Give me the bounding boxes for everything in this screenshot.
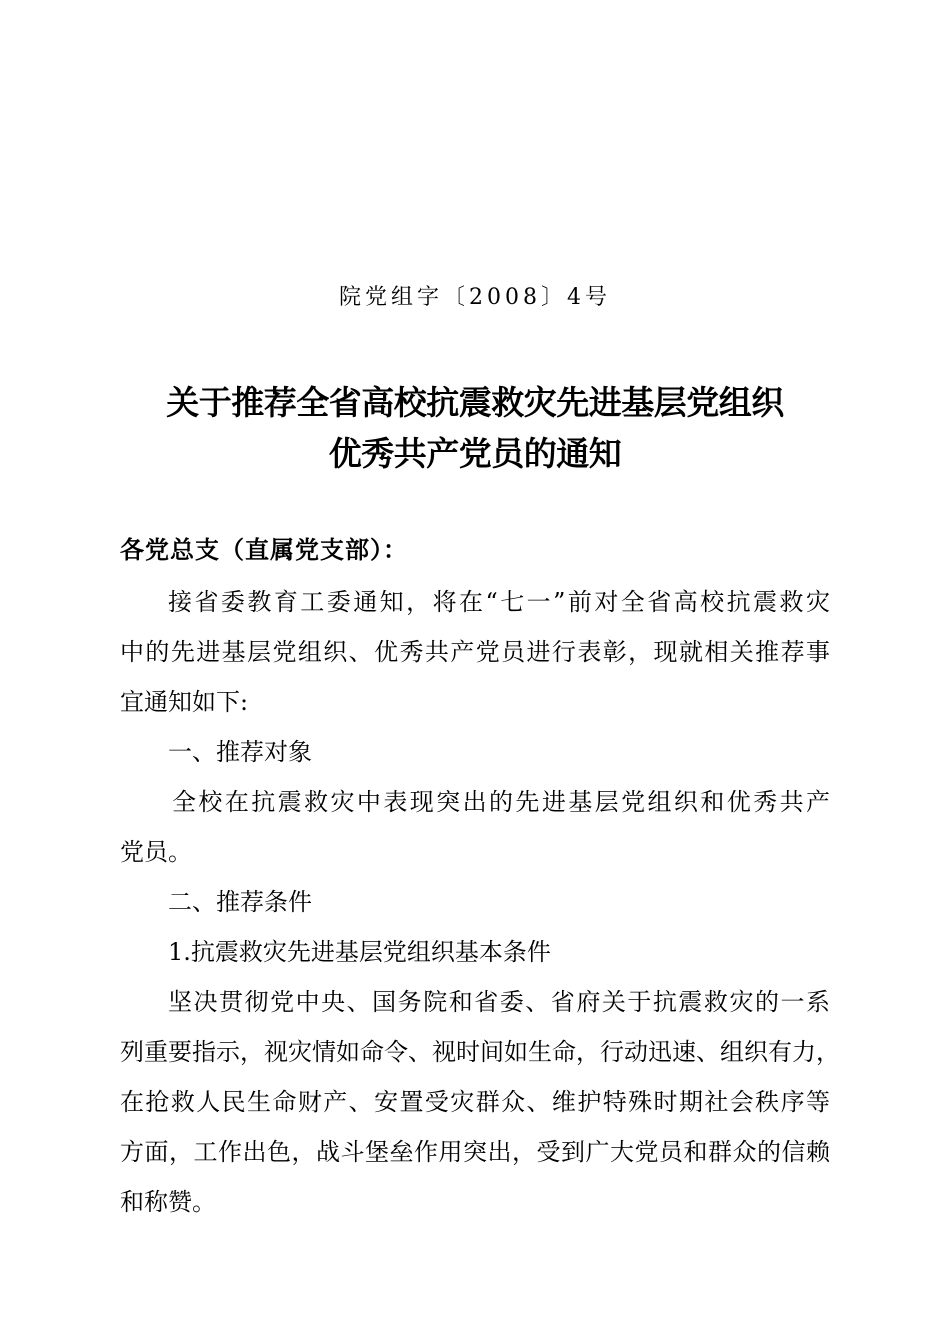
paragraph-1-line-3: 宜通知如下: [120,688,249,716]
paragraph-1-line-1: 接省委教育工委通知，将在“七一”前对全省高校抗震救灾 [168,588,830,616]
salutation: 各党总支（直属党支部）： [120,535,408,564]
document-title-line-2: 优秀共产党员的通知 [328,434,622,473]
paragraph-3-line-4: 方面，工作出色，战斗堡垒作用突出，受到广大党员和群众的信赖 [120,1138,830,1166]
subsection-1-heading: 1.抗震救灾先进基层党组织基本条件 [168,938,551,966]
section-2-heading: 二、推荐条件 [168,888,312,916]
paragraph-2-line-2: 党员。 [120,838,192,866]
document-title-line-1: 关于推荐全省高校抗震救灾先进基层党组织 [166,383,784,422]
section-1-heading: 一、推荐对象 [168,738,312,766]
paragraph-1-line-2: 中的先进基层党组织、优秀共产党员进行表彰，现就相关推荐事 [120,638,830,666]
paragraph-3-line-2: 列重要指示，视灾情如命令、视时间如生命，行动迅速、组织有力， [120,1038,840,1066]
paragraph-3-line-3: 在抢救人民生命财产、安置受灾群众、维护特殊时期社会秩序等 [120,1088,830,1116]
paragraph-2-line-1: 全校在抗震救灾中表现突出的先进基层党组织和优秀共产 [172,788,830,816]
document-number: 院党组字〔2008〕4号 [339,285,611,310]
paragraph-3-line-5: 和称赞。 [120,1188,216,1216]
paragraph-3-line-1: 坚决贯彻党中央、国务院和省委、省府关于抗震救灾的一系 [168,988,830,1016]
